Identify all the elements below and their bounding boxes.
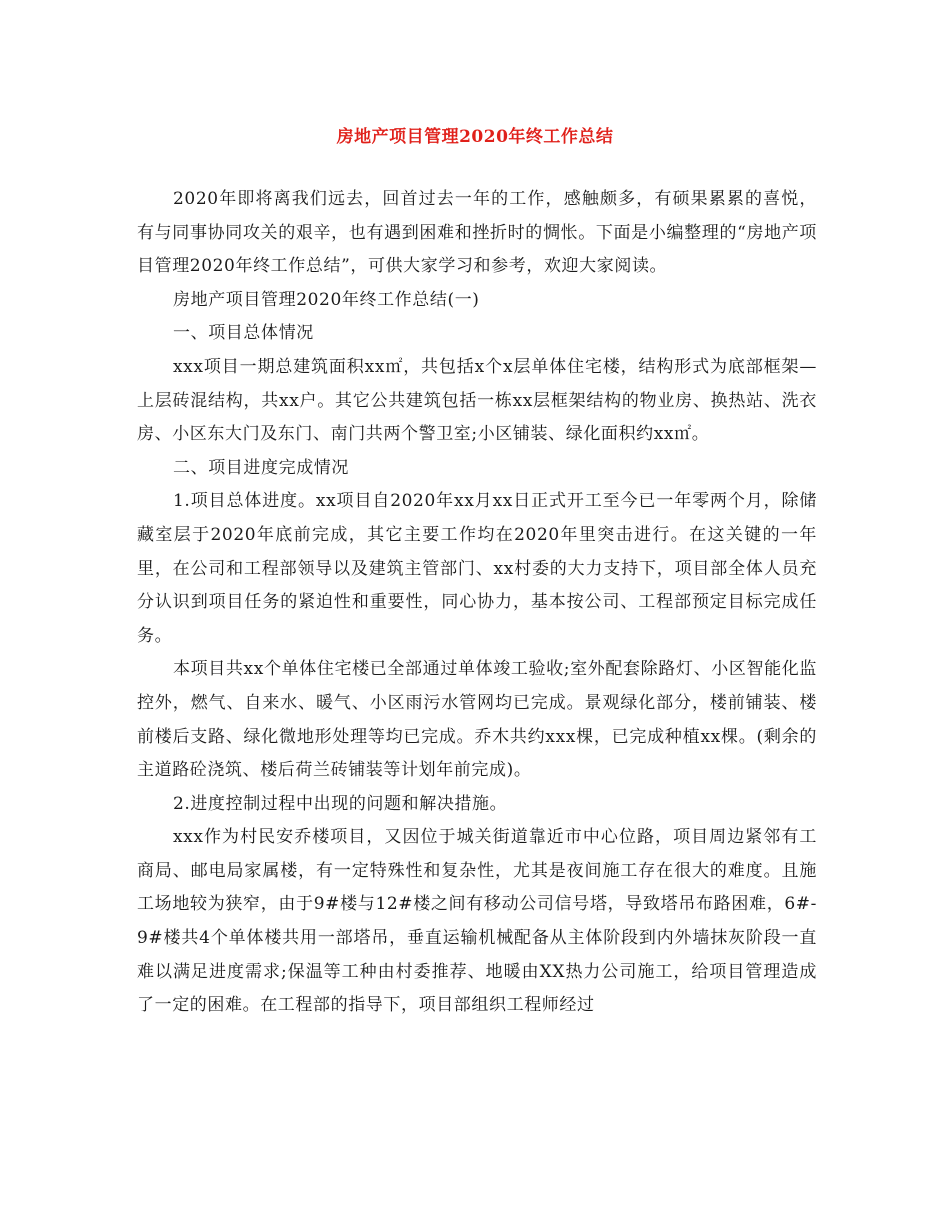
paragraph-subtitle: 房地产项目管理2020年终工作总结(一) — [173, 289, 480, 310]
section-heading-overview: 一、项目总体情况 — [173, 323, 314, 344]
paragraph-progress-1: 1.项目总体进度。xx项目自2020年xx月xx日正式开工至今已一年零两个月，除储藏室层于2020年底前完成，其它主要工作均在2020年里突击进行。在这关键的一年里，在公司和工程部领导以及建筑主管部门、xx村委的大力支持下，项目部全体人员充分认识到项目任务的紧迫性和重要性，同心协力，基本按公司、工程部预定目标完成任务。 — [137, 491, 817, 646]
paragraph-intro: 2020年即将离我们远去，回首过去一年的工作，感触颇多，有硕果累累的喜悦，有与同事协同攻关的艰辛，也有遇到困难和挫折时的惆怅。下面是小编整理的“房地产项目管理2020年终工作总结”，可供大家学习和参考，欢迎大家阅读。 — [137, 189, 817, 277]
paragraph-progress-2: 本项目共xx个单体住宅楼已全部通过单体竣工验收;室外配套除路灯、小区智能化监控外，燃气、自来水、暖气、小区雨污水管网均已完成。景观绿化部分，楼前铺装、楼前楼后支路、绿化微地形处理等均已完成。乔木共约xxx棵，已完成种植xx棵。(剩余的主道路砼浇筑、楼后荷兰砖铺装等计划年前完成)。 — [137, 659, 817, 781]
section-heading-progress: 二、项目进度完成情况 — [173, 457, 349, 478]
document-body — [137, 183, 817, 1023]
paragraph-issues: xxx作为村民安乔楼项目，又因位于城关街道靠近市中心位路，项目周边紧邻有工商局、邮电局家属楼，有一定特殊性和复杂性，尤其是夜间施工存在很大的难度。且施工场地较为狭窄，由于9#楼与12#楼之间有移动公司信号塔，导致塔吊布路困难，6#-9#楼共4个单体楼共用一部塔吊，垂直运输机械配备从主体阶段到内外墙抹灰阶段一直难以满足进度需求;保温等工种由村委推荐、地暖由XX热力公司施工，给项目管理造成了一定的困难。在工程部的指导下，项目部组织工程师经过 — [137, 827, 817, 1016]
document-title: 房地产项目管理2020年终工作总结 — [336, 127, 614, 147]
paragraph-overview: xxx项目一期总建筑面积xx㎡，共包括x个x层单体住宅楼，结构形式为底部框架—上层砖混结构，共xx户。其它公共建筑包括一栋xx层框架结构的物业房、换热站、洗衣房、小区东大门及东门、南门共两个警卫室;小区铺装、绿化面积约xx㎡。 — [137, 356, 817, 445]
paragraph-issues-heading: 2.进度控制过程中出现的问题和解决措施。 — [173, 793, 508, 814]
